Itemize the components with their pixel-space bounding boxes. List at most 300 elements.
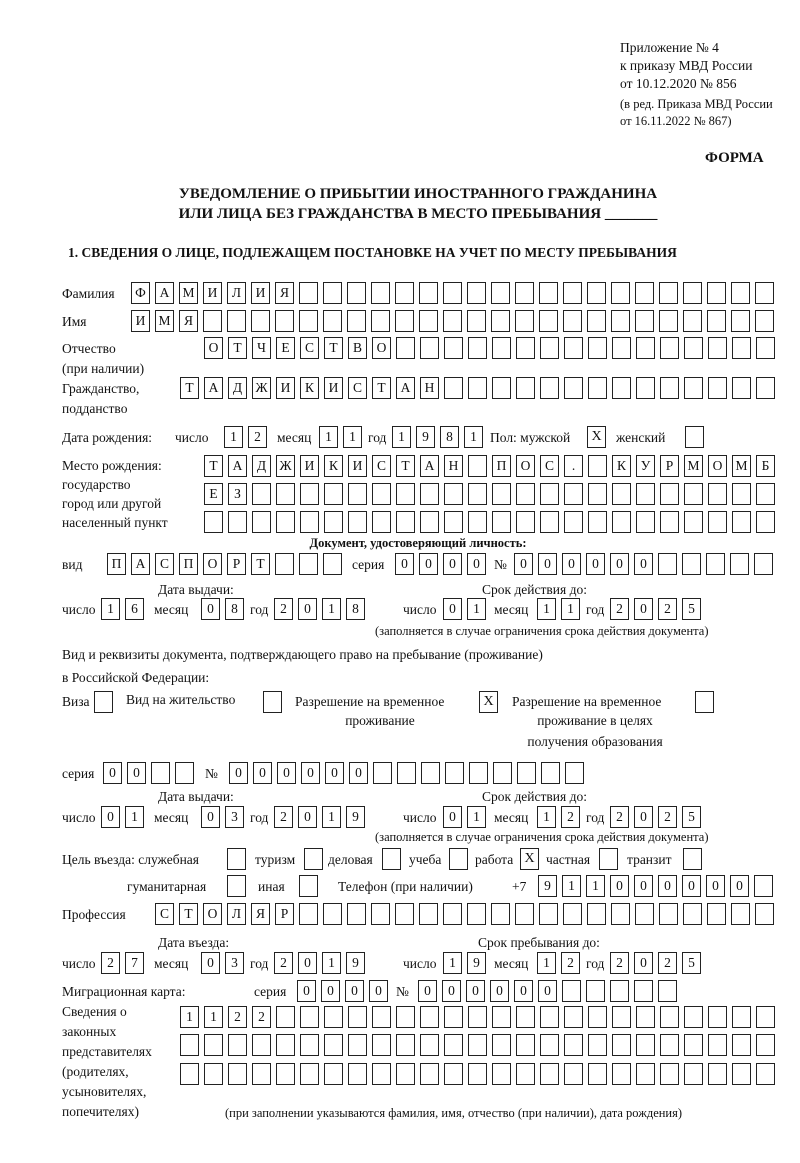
char-box[interactable]	[636, 511, 655, 533]
char-box[interactable]: 8	[346, 598, 365, 620]
char-box[interactable]: 0	[538, 553, 557, 575]
char-box[interactable]	[419, 903, 438, 925]
char-box[interactable]: 1	[125, 806, 144, 828]
char-box[interactable]	[588, 483, 607, 505]
char-box[interactable]	[708, 377, 727, 399]
char-box[interactable]	[684, 337, 703, 359]
char-box[interactable]: 0	[682, 875, 701, 897]
char-box[interactable]	[588, 377, 607, 399]
char-box[interactable]: О	[372, 337, 391, 359]
char-box[interactable]	[469, 762, 488, 784]
char-box[interactable]: Р	[275, 903, 294, 925]
char-box[interactable]: Ж	[252, 377, 271, 399]
char-box[interactable]: 0	[103, 762, 122, 784]
char-box[interactable]: 0	[442, 980, 461, 1002]
char-box[interactable]	[275, 553, 294, 575]
char-box[interactable]	[755, 310, 774, 332]
char-box[interactable]: Н	[420, 377, 439, 399]
char-box[interactable]	[658, 553, 677, 575]
char-box[interactable]: 9	[346, 806, 365, 828]
char-box[interactable]	[707, 282, 726, 304]
char-box[interactable]: 0	[634, 952, 653, 974]
char-box[interactable]	[756, 483, 775, 505]
char-box[interactable]: 0	[730, 875, 749, 897]
char-box[interactable]	[708, 337, 727, 359]
char-box[interactable]	[587, 282, 606, 304]
char-box[interactable]: 1	[343, 426, 362, 448]
char-box[interactable]	[228, 1034, 247, 1056]
char-box[interactable]: О	[203, 903, 222, 925]
char-box[interactable]: 0	[301, 762, 320, 784]
char-box[interactable]: Т	[372, 377, 391, 399]
char-box[interactable]	[660, 1006, 679, 1028]
char-box[interactable]	[659, 903, 678, 925]
residence-checkbox[interactable]	[263, 691, 282, 713]
char-box[interactable]: 2	[228, 1006, 247, 1028]
char-box[interactable]	[323, 903, 342, 925]
char-box[interactable]	[707, 903, 726, 925]
char-box[interactable]: 0	[321, 980, 340, 1002]
char-box[interactable]: О	[708, 455, 727, 477]
char-box[interactable]	[251, 310, 270, 332]
char-box[interactable]: П	[492, 455, 511, 477]
char-box[interactable]	[372, 1034, 391, 1056]
char-box[interactable]	[396, 1034, 415, 1056]
char-box[interactable]	[708, 1034, 727, 1056]
char-box[interactable]	[660, 483, 679, 505]
char-box[interactable]	[564, 1063, 583, 1085]
char-box[interactable]	[540, 337, 559, 359]
char-box[interactable]	[324, 483, 343, 505]
char-box[interactable]	[444, 1034, 463, 1056]
char-box[interactable]: Р	[660, 455, 679, 477]
char-box[interactable]: 0	[201, 806, 220, 828]
char-box[interactable]	[204, 1063, 223, 1085]
char-box[interactable]: А	[420, 455, 439, 477]
char-box[interactable]	[276, 1006, 295, 1028]
char-box[interactable]	[468, 511, 487, 533]
char-box[interactable]: С	[155, 903, 174, 925]
char-box[interactable]	[468, 377, 487, 399]
char-box[interactable]	[756, 337, 775, 359]
sex-female-checkbox[interactable]	[685, 426, 704, 448]
char-box[interactable]	[563, 282, 582, 304]
char-box[interactable]	[635, 282, 654, 304]
char-box[interactable]: 8	[225, 598, 244, 620]
purpose-study-checkbox[interactable]	[449, 848, 468, 870]
char-box[interactable]: И	[324, 377, 343, 399]
char-box[interactable]	[204, 1034, 223, 1056]
char-box[interactable]	[516, 337, 535, 359]
char-box[interactable]	[754, 875, 773, 897]
char-box[interactable]	[659, 282, 678, 304]
char-box[interactable]	[395, 282, 414, 304]
char-box[interactable]: П	[107, 553, 126, 575]
char-box[interactable]	[587, 310, 606, 332]
char-box[interactable]	[444, 511, 463, 533]
char-box[interactable]	[612, 483, 631, 505]
char-box[interactable]: 1	[464, 426, 483, 448]
char-box[interactable]	[373, 762, 392, 784]
char-box[interactable]	[732, 1034, 751, 1056]
char-box[interactable]: .	[564, 455, 583, 477]
char-box[interactable]: 1	[586, 875, 605, 897]
char-box[interactable]: 0	[101, 806, 120, 828]
char-box[interactable]	[492, 1006, 511, 1028]
char-box[interactable]: Р	[227, 553, 246, 575]
char-box[interactable]: И	[203, 282, 222, 304]
char-box[interactable]: О	[516, 455, 535, 477]
char-box[interactable]: 0	[418, 980, 437, 1002]
char-box[interactable]: Д	[228, 377, 247, 399]
char-box[interactable]: Ч	[252, 337, 271, 359]
char-box[interactable]: С	[300, 337, 319, 359]
char-box[interactable]	[756, 1063, 775, 1085]
char-box[interactable]	[515, 903, 534, 925]
char-box[interactable]	[492, 1034, 511, 1056]
char-box[interactable]	[611, 310, 630, 332]
char-box[interactable]: И	[276, 377, 295, 399]
char-box[interactable]	[227, 310, 246, 332]
char-box[interactable]	[324, 511, 343, 533]
char-box[interactable]: 0	[610, 553, 629, 575]
char-box[interactable]	[468, 1063, 487, 1085]
purpose-business-checkbox[interactable]	[382, 848, 401, 870]
char-box[interactable]	[420, 337, 439, 359]
char-box[interactable]	[658, 980, 677, 1002]
char-box[interactable]	[562, 980, 581, 1002]
char-box[interactable]	[371, 282, 390, 304]
char-box[interactable]	[540, 1006, 559, 1028]
char-box[interactable]	[371, 903, 390, 925]
char-box[interactable]: Т	[396, 455, 415, 477]
purpose-other-checkbox[interactable]	[299, 875, 318, 897]
char-box[interactable]: 0	[297, 980, 316, 1002]
char-box[interactable]	[516, 1034, 535, 1056]
purpose-humanitarian-checkbox[interactable]	[227, 875, 246, 897]
char-box[interactable]	[275, 310, 294, 332]
char-box[interactable]	[612, 511, 631, 533]
char-box[interactable]	[175, 762, 194, 784]
char-box[interactable]	[348, 1006, 367, 1028]
char-box[interactable]	[180, 1063, 199, 1085]
char-box[interactable]	[683, 903, 702, 925]
char-box[interactable]: Б	[756, 455, 775, 477]
char-box[interactable]: Т	[179, 903, 198, 925]
char-box[interactable]	[516, 1063, 535, 1085]
char-box[interactable]: 1	[537, 806, 556, 828]
char-box[interactable]: 1	[467, 806, 486, 828]
char-box[interactable]	[396, 483, 415, 505]
char-box[interactable]	[299, 282, 318, 304]
purpose-service-checkbox[interactable]	[227, 848, 246, 870]
char-box[interactable]: 0	[201, 598, 220, 620]
char-box[interactable]: К	[300, 377, 319, 399]
char-box[interactable]: 0	[298, 806, 317, 828]
char-box[interactable]	[300, 1034, 319, 1056]
char-box[interactable]	[706, 553, 725, 575]
char-box[interactable]: 0	[562, 553, 581, 575]
char-box[interactable]: 2	[274, 806, 293, 828]
char-box[interactable]: 0	[349, 762, 368, 784]
char-box[interactable]	[276, 1034, 295, 1056]
char-box[interactable]: 0	[514, 553, 533, 575]
char-box[interactable]	[611, 903, 630, 925]
char-box[interactable]	[300, 511, 319, 533]
char-box[interactable]	[420, 1034, 439, 1056]
char-box[interactable]: И	[300, 455, 319, 477]
char-box[interactable]: М	[684, 455, 703, 477]
char-box[interactable]	[395, 903, 414, 925]
char-box[interactable]: 1	[319, 426, 338, 448]
char-box[interactable]: 0	[634, 553, 653, 575]
char-box[interactable]	[587, 903, 606, 925]
char-box[interactable]	[755, 903, 774, 925]
char-box[interactable]	[300, 1063, 319, 1085]
char-box[interactable]	[588, 337, 607, 359]
char-box[interactable]	[588, 1034, 607, 1056]
char-box[interactable]	[707, 310, 726, 332]
char-box[interactable]	[421, 762, 440, 784]
char-box[interactable]: С	[348, 377, 367, 399]
char-box[interactable]	[324, 1063, 343, 1085]
char-box[interactable]	[492, 511, 511, 533]
char-box[interactable]: 2	[610, 806, 629, 828]
char-box[interactable]	[588, 1063, 607, 1085]
char-box[interactable]	[636, 1063, 655, 1085]
char-box[interactable]: 0	[201, 952, 220, 974]
char-box[interactable]: 0	[325, 762, 344, 784]
char-box[interactable]	[682, 553, 701, 575]
char-box[interactable]: 9	[467, 952, 486, 974]
char-box[interactable]: 0	[369, 980, 388, 1002]
char-box[interactable]	[540, 1063, 559, 1085]
purpose-tourism-checkbox[interactable]	[304, 848, 323, 870]
char-box[interactable]	[516, 511, 535, 533]
char-box[interactable]	[420, 511, 439, 533]
char-box[interactable]	[732, 1006, 751, 1028]
char-box[interactable]	[754, 553, 773, 575]
char-box[interactable]: 1	[180, 1006, 199, 1028]
char-box[interactable]	[684, 483, 703, 505]
char-box[interactable]: 8	[440, 426, 459, 448]
trp-edu-checkbox[interactable]	[695, 691, 714, 713]
char-box[interactable]	[588, 455, 607, 477]
char-box[interactable]	[540, 483, 559, 505]
char-box[interactable]: Т	[324, 337, 343, 359]
char-box[interactable]: Ф	[131, 282, 150, 304]
char-box[interactable]	[491, 903, 510, 925]
char-box[interactable]: 1	[322, 952, 341, 974]
char-box[interactable]: 0	[395, 553, 414, 575]
char-box[interactable]	[372, 1006, 391, 1028]
char-box[interactable]: С	[372, 455, 391, 477]
char-box[interactable]	[299, 553, 318, 575]
char-box[interactable]	[539, 310, 558, 332]
char-box[interactable]	[252, 483, 271, 505]
char-box[interactable]: 0	[298, 952, 317, 974]
char-box[interactable]	[323, 282, 342, 304]
char-box[interactable]	[636, 1006, 655, 1028]
char-box[interactable]	[539, 282, 558, 304]
char-box[interactable]: Я	[275, 282, 294, 304]
char-box[interactable]: 1	[467, 598, 486, 620]
sex-male-checkbox[interactable]: X	[587, 426, 606, 448]
char-box[interactable]	[756, 1034, 775, 1056]
char-box[interactable]	[732, 511, 751, 533]
char-box[interactable]	[468, 1034, 487, 1056]
char-box[interactable]: 9	[346, 952, 365, 974]
char-box[interactable]: 6	[125, 598, 144, 620]
char-box[interactable]	[540, 511, 559, 533]
char-box[interactable]	[612, 1063, 631, 1085]
char-box[interactable]	[347, 310, 366, 332]
char-box[interactable]	[443, 282, 462, 304]
char-box[interactable]	[610, 980, 629, 1002]
char-box[interactable]	[396, 1063, 415, 1085]
char-box[interactable]: М	[732, 455, 751, 477]
char-box[interactable]	[419, 310, 438, 332]
char-box[interactable]	[420, 483, 439, 505]
char-box[interactable]	[612, 1006, 631, 1028]
char-box[interactable]	[228, 1063, 247, 1085]
char-box[interactable]: С	[155, 553, 174, 575]
char-box[interactable]	[659, 310, 678, 332]
char-box[interactable]: 2	[274, 952, 293, 974]
char-box[interactable]	[516, 1006, 535, 1028]
char-box[interactable]	[731, 903, 750, 925]
char-box[interactable]	[492, 337, 511, 359]
char-box[interactable]: Т	[180, 377, 199, 399]
char-box[interactable]	[348, 1034, 367, 1056]
char-box[interactable]	[445, 762, 464, 784]
char-box[interactable]	[444, 483, 463, 505]
char-box[interactable]: З	[228, 483, 247, 505]
char-box[interactable]	[612, 377, 631, 399]
char-box[interactable]	[636, 337, 655, 359]
char-box[interactable]: Т	[204, 455, 223, 477]
char-box[interactable]: 0	[466, 980, 485, 1002]
char-box[interactable]	[541, 762, 560, 784]
char-box[interactable]: 0	[634, 806, 653, 828]
char-box[interactable]	[660, 511, 679, 533]
char-box[interactable]	[732, 377, 751, 399]
char-box[interactable]	[660, 337, 679, 359]
char-box[interactable]	[372, 483, 391, 505]
char-box[interactable]	[564, 1006, 583, 1028]
char-box[interactable]: Т	[251, 553, 270, 575]
char-box[interactable]	[708, 1006, 727, 1028]
char-box[interactable]: 0	[277, 762, 296, 784]
char-box[interactable]	[660, 1034, 679, 1056]
char-box[interactable]: 2	[561, 806, 580, 828]
char-box[interactable]	[564, 483, 583, 505]
char-box[interactable]: 0	[706, 875, 725, 897]
char-box[interactable]	[684, 511, 703, 533]
char-box[interactable]: 0	[634, 875, 653, 897]
char-box[interactable]	[468, 455, 487, 477]
char-box[interactable]	[467, 310, 486, 332]
char-box[interactable]	[708, 483, 727, 505]
char-box[interactable]: 5	[682, 806, 701, 828]
char-box[interactable]	[683, 310, 702, 332]
char-box[interactable]	[276, 1063, 295, 1085]
char-box[interactable]: Ж	[276, 455, 295, 477]
char-box[interactable]	[564, 1034, 583, 1056]
char-box[interactable]	[397, 762, 416, 784]
char-box[interactable]: А	[155, 282, 174, 304]
char-box[interactable]	[755, 282, 774, 304]
char-box[interactable]: К	[612, 455, 631, 477]
char-box[interactable]: О	[203, 553, 222, 575]
char-box[interactable]: П	[179, 553, 198, 575]
char-box[interactable]: М	[179, 282, 198, 304]
char-box[interactable]: А	[396, 377, 415, 399]
char-box[interactable]	[732, 337, 751, 359]
char-box[interactable]	[708, 1063, 727, 1085]
char-box[interactable]: 0	[298, 598, 317, 620]
char-box[interactable]	[467, 903, 486, 925]
char-box[interactable]: 3	[225, 806, 244, 828]
char-box[interactable]: 1	[322, 806, 341, 828]
purpose-work-checkbox[interactable]: X	[520, 848, 539, 870]
char-box[interactable]	[444, 337, 463, 359]
char-box[interactable]	[611, 282, 630, 304]
char-box[interactable]	[491, 310, 510, 332]
char-box[interactable]	[636, 377, 655, 399]
char-box[interactable]: 2	[274, 598, 293, 620]
char-box[interactable]	[612, 337, 631, 359]
char-box[interactable]: 0	[443, 553, 462, 575]
char-box[interactable]	[203, 310, 222, 332]
char-box[interactable]: С	[540, 455, 559, 477]
char-box[interactable]: 5	[682, 598, 701, 620]
char-box[interactable]	[396, 337, 415, 359]
char-box[interactable]	[756, 1006, 775, 1028]
char-box[interactable]: 2	[610, 598, 629, 620]
char-box[interactable]	[684, 1034, 703, 1056]
char-box[interactable]: 1	[561, 598, 580, 620]
char-box[interactable]: 2	[248, 426, 267, 448]
char-box[interactable]	[444, 1006, 463, 1028]
char-box[interactable]	[443, 310, 462, 332]
char-box[interactable]: А	[131, 553, 150, 575]
char-box[interactable]	[732, 483, 751, 505]
char-box[interactable]: Д	[252, 455, 271, 477]
char-box[interactable]: 0	[634, 598, 653, 620]
char-box[interactable]: 0	[658, 875, 677, 897]
char-box[interactable]: 2	[561, 952, 580, 974]
char-box[interactable]	[564, 337, 583, 359]
char-box[interactable]	[348, 483, 367, 505]
char-box[interactable]: 0	[610, 875, 629, 897]
char-box[interactable]: 2	[101, 952, 120, 974]
char-box[interactable]	[565, 762, 584, 784]
char-box[interactable]	[420, 1063, 439, 1085]
char-box[interactable]: 9	[416, 426, 435, 448]
char-box[interactable]	[323, 310, 342, 332]
char-box[interactable]: 0	[345, 980, 364, 1002]
char-box[interactable]: 1	[224, 426, 243, 448]
char-box[interactable]	[684, 1006, 703, 1028]
char-box[interactable]	[467, 282, 486, 304]
char-box[interactable]	[708, 511, 727, 533]
char-box[interactable]	[347, 282, 366, 304]
char-box[interactable]	[730, 553, 749, 575]
char-box[interactable]	[636, 1034, 655, 1056]
char-box[interactable]	[300, 483, 319, 505]
char-box[interactable]: 1	[392, 426, 411, 448]
